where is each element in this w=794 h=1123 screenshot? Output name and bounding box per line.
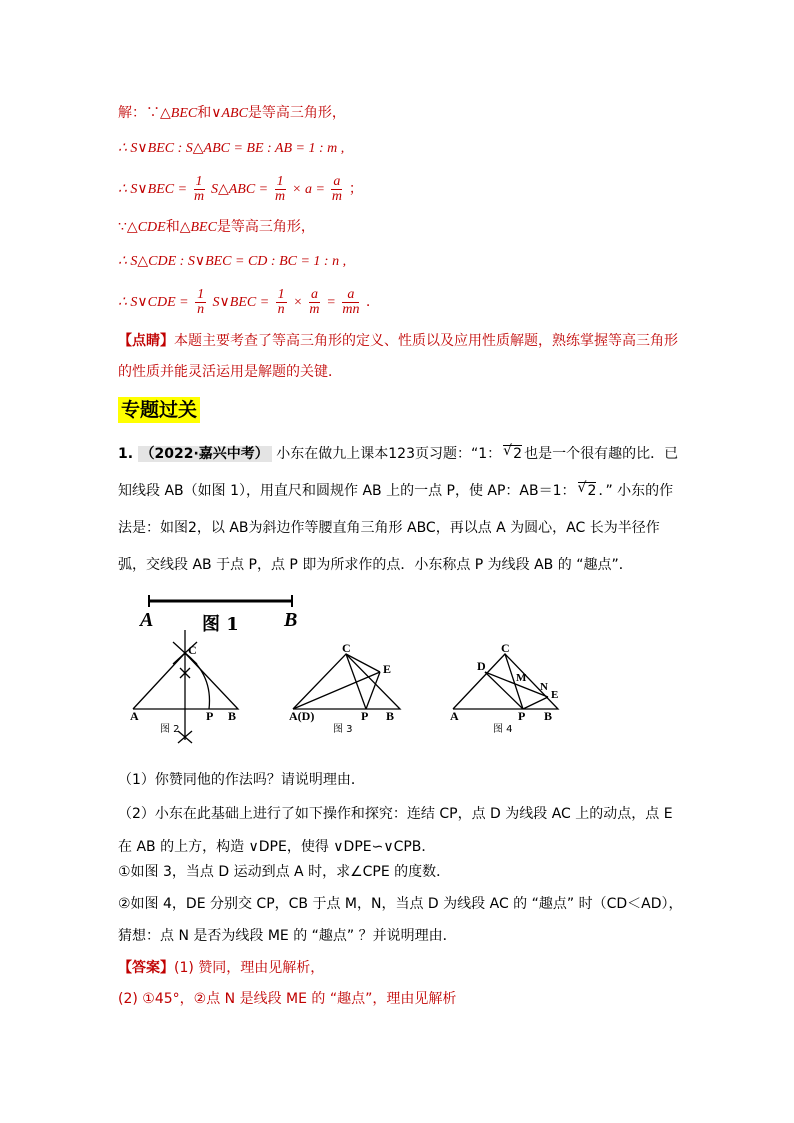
fraction: $\frac{1}{m}$ [193, 173, 205, 204]
solution-line-3: ∴ S∨BEC = $\frac{1}{m}$ S△ABC = $\frac{1}{m}$ × a = $\frac{a}{m}$ ； [118, 173, 363, 204]
answer-line-1: 【答案】(1) 赞同，理由见解析， [118, 960, 325, 976]
question-2-1: ①如图 3，当点 D 运动到点 A 时，求∠CPE 的度数． [118, 864, 451, 880]
fig4-label-e: E [551, 689, 559, 701]
fig1-label-a: A [140, 609, 154, 631]
solution-line-1: 解：∵△BEC和∨ABC是等高三角形， [118, 105, 346, 121]
fig2-label-a: A [130, 709, 139, 723]
source-tag: （2022·嘉兴中考） [138, 446, 272, 462]
fig4-label-b: B [544, 709, 553, 723]
arc [185, 653, 210, 709]
fig3-label-p: P [361, 709, 369, 723]
comment-text: 本题主要考查了等高三角形的定义、性质以及应用性质解题，熟练掌握等高三角形的性质并能灵活运用是解题的关键． [118, 333, 678, 380]
question-1: （1）你赞同他的作法吗？请说明理由． [118, 772, 365, 788]
fig2-label-c: C [188, 643, 197, 657]
fraction: $\frac{a}{mn}$ [342, 286, 360, 317]
section-title: 专题过关 [118, 395, 200, 422]
fraction: $\frac{a}{m}$ [331, 173, 342, 204]
question-2: （2）小东在此基础上进行了如下操作和探究：连结 CP，点 D 为线段 AC 上的动点，点 E 在 AB 的上方，构造 ∨DPE，使得 ∨DPE∽∨CPB． [118, 806, 673, 855]
solution-line-4: ∵△CDE和△BEC是等高三角形， [118, 219, 315, 235]
fig1-label-b: B [284, 609, 298, 631]
fraction: $\frac{a}{m}$ [309, 286, 320, 317]
fig4-label-n: N [540, 681, 548, 693]
segment-cp [346, 654, 366, 709]
fig4-label-m: M [516, 672, 527, 684]
figure-2 [133, 630, 238, 743]
fraction: $\frac{1}{n}$ [197, 286, 205, 317]
fig2-label-b: B [228, 709, 237, 723]
fig3-label-ad: A(D) [289, 709, 315, 723]
fig1-caption: 图 1 [202, 614, 239, 635]
fig3-label-e: E [383, 662, 392, 676]
fig4-caption: 图 4 [493, 724, 513, 735]
fig4-label-a: A [450, 709, 459, 723]
fig4-label-c: C [501, 641, 510, 655]
fig3-label-b: B [386, 709, 395, 723]
comment-paragraph [118, 326, 683, 388]
figures-panel [118, 590, 588, 750]
segment-ep [523, 697, 548, 709]
question-2-2: ②如图 4，DE 分别交 CP，CB 于点 M，N，当点 D 为线段 AC 的 “趣点” 时（CD＜AD），猜想：点 N 是否为线段 ME 的 “趣点” ？并说明理由． [118, 896, 683, 944]
problem-intro: 1. （2022·嘉兴中考） 小东在做九上课本123页习题：“1：√ 2 也是一个很有趣的比．已知线段 AB（如图 1），用直尺和圆规作 AB 上的一点 P，使 AP：AB＝1：√ 2 ．” 小东的作法是：如图2，以 AB为斜边作等腰直角三角形 ABC，再以点 A 为圆心，AC 长为半径作弧，交线段 AB 于点 P，点 P 即为所求作的点．小东称点 P 为线段 AB 的 “趣点”． [118, 436, 683, 584]
answer-line-2: (2) ①45°，②点 N 是线段 ME 的 “趣点”，理由见解析 [118, 991, 457, 1007]
fraction: $\frac{1}{n}$ [277, 286, 285, 317]
fig2-caption: 图 2 [160, 724, 180, 735]
solution-line-5: ∴ S△CDE : S∨BEC = CD : BC = 1 : n , [118, 254, 347, 269]
fraction: $\frac{1}{m}$ [275, 173, 286, 204]
sqrt-symbol: √ 2 [503, 445, 522, 462]
sqrt-symbol: √ 2 [578, 482, 597, 499]
problem-number: 1. [118, 446, 134, 462]
fig4-label-d: D [477, 659, 486, 673]
solution-line-2: ∴ S∨BEC : S△ABC = BE : AB = 1 : m , [118, 141, 345, 156]
fig3-caption: 图 3 [333, 724, 353, 735]
answer-label: 【答案】 [118, 960, 174, 976]
segment-de [293, 672, 380, 709]
solution-line-6: ∴ S∨CDE = $\frac{1}{n}$ S∨BEC = $\frac{1}{n}$ × $\frac{a}{m}$ = $\frac{a}{mn}$ . [118, 286, 371, 317]
fig2-label-p: P [206, 709, 214, 723]
fig3-label-c: C [342, 641, 351, 655]
fig4-label-p: P [518, 709, 526, 723]
comment-label: 【点睛】 [118, 333, 174, 349]
figure-1 [138, 595, 297, 635]
